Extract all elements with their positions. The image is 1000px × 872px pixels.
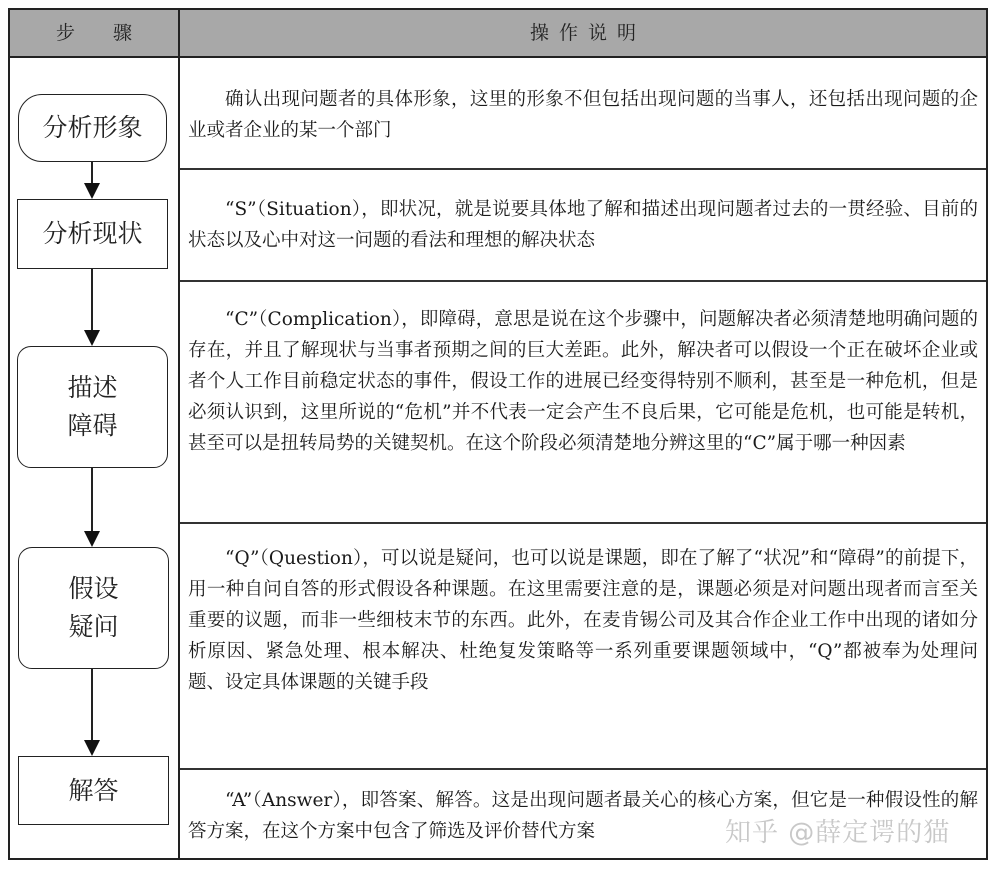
flow-step-label: 解答 <box>68 775 119 805</box>
header-instructions: 操作说明 <box>529 22 646 44</box>
arrow-down-icon <box>84 531 100 547</box>
description-text: “Q”（Question），可以说是疑问，也可以说是课题，即在了解了“状况”和“障碍”的前提下，用一种自问自答的形式假设各种课题。在这里需要注意的是，课题必须是对问题出现者而言至关重要的议题，而非一些细枝末节的东西。此外，在麦肯锡公司及其合作企业工作中出现的诸如分析原因、紧急处理、根本解决、杜绝复发策略等一系列重要课题领域中，“Q”都被奉为处理问题、设定具体课题的关键手段 <box>188 548 978 693</box>
flow-step-label: 疑问 <box>68 612 119 641</box>
description-row-3 <box>188 304 978 459</box>
flow-step-label: 假设 <box>68 574 119 603</box>
arrow-down-icon <box>84 740 100 756</box>
flow-connector <box>91 468 93 532</box>
description-row-1 <box>188 84 978 146</box>
description-text: “A”（Answer），即答案、解答。这是出现问题者最关心的核心方案，但它是一种假设性的解答方案，在这个方案中包含了筛选及评价替代方案 <box>188 790 978 842</box>
row-divider <box>180 522 986 524</box>
flow-step-label: 障碍 <box>67 411 118 440</box>
header-steps: 步骤 <box>55 22 170 44</box>
watermark: 知乎 @薛定谔的猫 <box>725 818 951 848</box>
flow-step-analyze-image <box>18 94 167 162</box>
flow-connector <box>91 669 93 741</box>
row-divider <box>180 768 986 770</box>
description-text: 确认出现问题者的具体形象，这里的形象不但包括出现问题的当事人，还包括出现问题的企业或者企业的某一个部门 <box>188 89 978 141</box>
description-text: “S”（Situation），即状况，就是说要具体地了解和描述出现问题者过去的一贯经验、目前的状态以及心中对这一问题的看法和理想的解决状态 <box>188 199 978 251</box>
flow-connector <box>91 162 93 184</box>
flow-step-hypothesize-question <box>18 547 169 669</box>
flow-connector <box>91 269 93 331</box>
flow-step-label: 描述 <box>67 373 118 402</box>
description-row-2 <box>188 194 978 256</box>
column-divider <box>178 10 180 858</box>
flow-step-analyze-status <box>17 199 168 269</box>
flow-step-describe-obstacle <box>17 346 168 468</box>
flow-step-answer <box>18 756 169 825</box>
table-header <box>10 10 986 58</box>
description-text: “C”（Complication），即障碍，意思是说在这个步骤中，问题解决者必须清楚地明确问题的存在，并且了解现状与当事者预期之间的巨大差距。此外，解决者可以假设一个正在破坏企业或者个人工作目前稳定状态的事件，假设工作的进展已经变得特别不顺利，甚至是一种危机，但是必须认识到，这里所说的“危机”并不代表一定会产生不良后果，它可能是危机，也可能是转机，甚至可以是扭转局势的关键契机。在这个阶段必须清楚地分辨这里的“C”属于哪一种因素 <box>188 309 978 454</box>
arrow-down-icon <box>84 330 100 346</box>
arrow-down-icon <box>84 183 100 199</box>
description-row-4 <box>188 543 978 698</box>
flow-step-label: 分析形象 <box>42 113 143 142</box>
flow-step-label: 分析现状 <box>42 219 143 248</box>
row-divider <box>180 280 986 282</box>
row-divider <box>180 168 986 170</box>
